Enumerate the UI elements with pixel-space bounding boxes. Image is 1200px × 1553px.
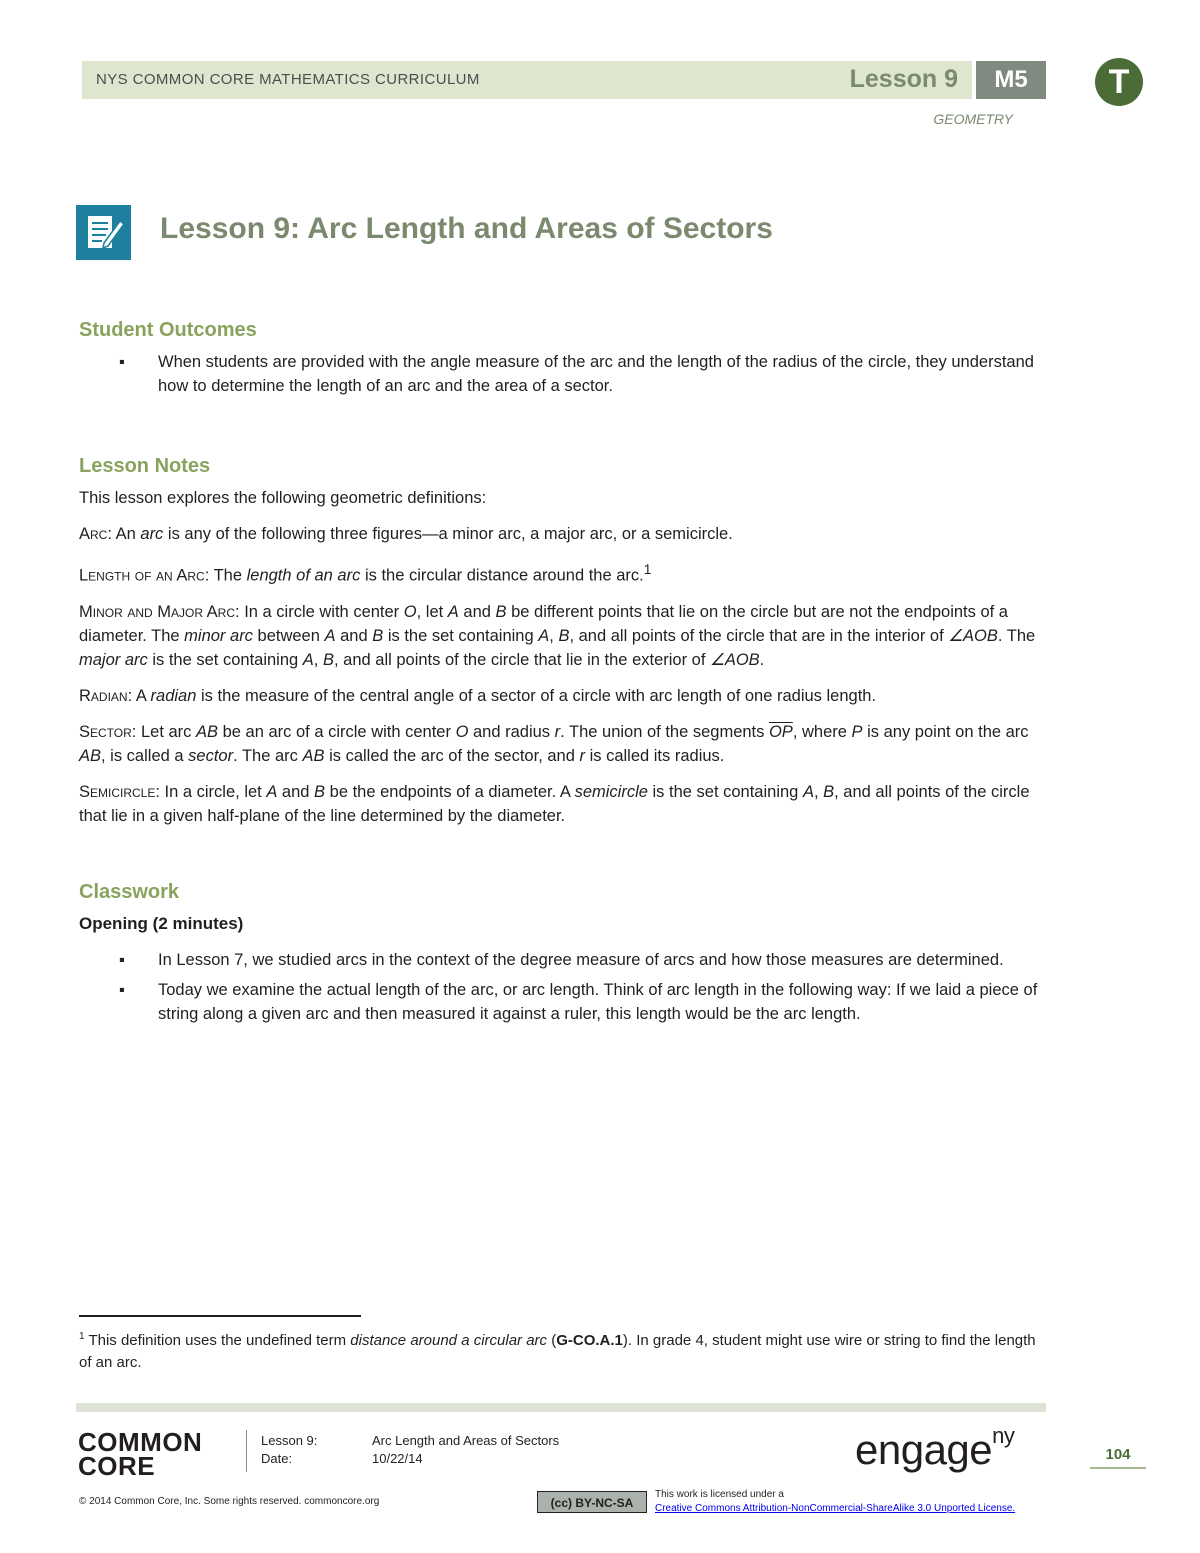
page-title: Lesson 9: Arc Length and Areas of Sectors [160,212,773,245]
bullet-icon: ▪ [119,353,125,371]
definition-sector: Sector: Let arc AB be an arc of a circle with center O and radius r. The union of the segments $\overline{OP}$, where P is any point on the arc AB, is called a sector. The arc AB is called the arc of the sector, and r is called its radius. [79,722,1029,765]
footer-bar [76,1403,1046,1412]
footer-lesson-key: Lesson 9: [261,1433,318,1448]
lesson-content [79,318,1049,1032]
term-label: Sector [79,722,132,741]
classwork-bullet-text: In Lesson 7, we studied arcs in the context of the degree measure of arcs and how those measures are determined. [158,950,1004,969]
curriculum-title: NYS COMMON CORE MATHEMATICS CURRICULUM [96,71,480,88]
definition-minor-major-arc: Minor and Major Arc: In a circle with center O, let A and B be different points that lie on the circle but are not the endpoints of a diameter. The minor arc between A and B is the set containing A, B, and all points of the circle that are in the interior of ∠AOB. The major arc is the set containing A, B, and all points of the circle that lie in the exterior of ∠AOB. [79,602,1036,669]
definition-arc-length: Length of an Arc: The length of an arc is the circular distance around the arc.$^1$ [79,562,652,585]
list-item [79,948,1049,972]
footer-date-key: Date: [261,1451,293,1466]
lesson-notes-heading: Lesson Notes [79,455,211,477]
module-badge: M5 [976,61,1046,99]
definition-arc: Arc: An arc is any of the following three figures—a minor arc, a major arc, or a semicircle. [79,525,733,543]
bullet-icon: ▪ [119,980,125,999]
footnote-number: 1 [79,1331,85,1342]
term-label: Arc [79,525,108,543]
engageny-logo: engage$^{ny}$ [855,1423,1015,1473]
page-number-underline [1090,1467,1146,1469]
footnote-divider [79,1315,361,1317]
page-number: 104 [1105,1446,1131,1463]
notepad-pencil-icon [76,205,131,260]
license-link[interactable]: Creative Commons Attribution-NonCommercial-ShareAlike 3.0 Unported License. [655,1503,1016,1514]
footer-divider [246,1430,247,1472]
lesson-notes-intro: This lesson explores the following geometric definitions: [79,489,487,507]
definition-semicircle: Semicircle: In a circle, let A and B be the endpoints of a diameter. A semicircle is the set containing A, B, and all points of the circle that lie in a given half-plane of the line determined by the diameter. [79,782,1030,825]
footer-lesson-value: Arc Length and Areas of Sectors [372,1433,560,1448]
definition-radian: Radian: A radian is the measure of the central angle of a sector of a circle with arc length of one radius length. [79,686,877,705]
footnote-ref: 1 [643,562,652,577]
outcome-text: When students are provided with the angle measure of the arc and the length of the radius of the circle, they understand how to determine the length of an arc and the area of a sector. [158,353,1034,395]
subject-label: GEOMETRY [933,111,1013,127]
term-label: Minor and Major Arc [79,602,236,621]
license-text: This work is licensed under a [655,1489,784,1500]
creative-commons-badge: (cc) BY-NC-SA [537,1491,647,1513]
teacher-badge: T [1095,58,1143,106]
lesson-label: Lesson 9 [849,65,958,93]
copyright-text: © 2014 Common Core, Inc. Some rights reserved. commoncore.org [79,1496,380,1507]
term-label: Semicircle [79,782,156,801]
footnote: $^1$ This definition uses the undefined term distance around a circular arc (G-CO.A.1). In grade 4, student might use wire or string to find the length of an arc. [79,1331,1036,1371]
student-outcomes-heading: Student Outcomes [79,319,257,341]
list-item [79,978,1049,1026]
bullet-icon: ▪ [119,950,125,969]
footer-date-value: 10/22/14 [372,1451,423,1466]
opening-subheading: Opening (2 minutes) [79,913,244,933]
term-label: Length of an Arc [79,566,205,585]
classwork-bullet-text: Today we examine the actual length of the arc, or arc length. Think of arc length in the following way: If we laid a piece of string along a given arc and then measured it against a ruler, this length would be the arc length. [158,980,1038,1023]
classwork-heading: Classwork [79,880,180,903]
term-label: Radian [79,686,128,705]
common-core-logo: COMMON CORE [78,1427,203,1481]
list-item [79,350,1049,398]
